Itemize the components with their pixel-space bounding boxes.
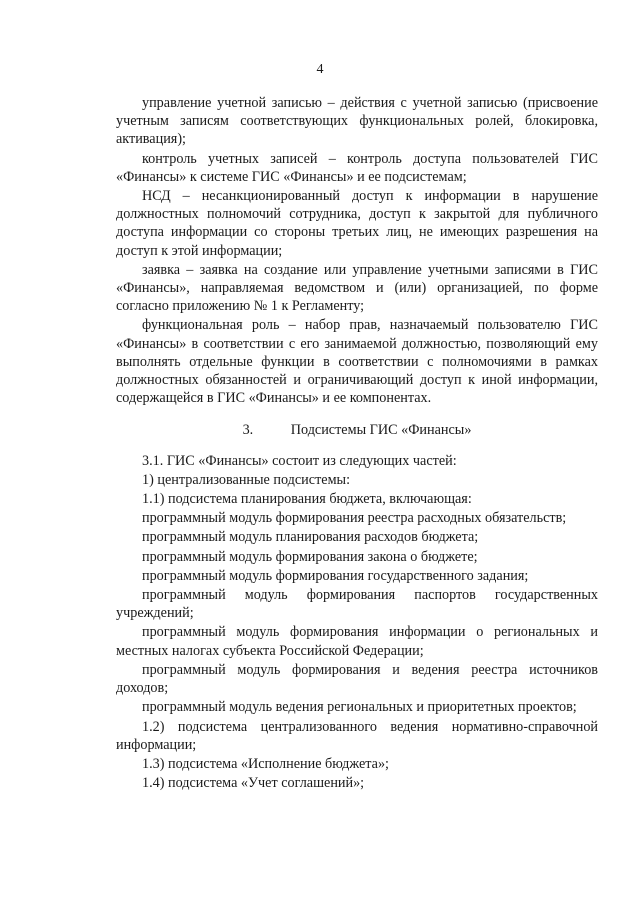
list-paragraph: программный модуль ведения региональных и приоритетных проектов; — [142, 699, 577, 716]
list-paragraph: 1.2) подсистема централизованного ведения нормативно-справочной информации; — [116, 718, 598, 753]
list-paragraph: 1) централизованные подсистемы: — [142, 471, 351, 488]
definition-paragraph: управление учетной записью – действия с учетной записью (присвоение учетным записям соответствующих функциональных ролей, блокировка, активация); — [116, 95, 598, 148]
list-paragraph: программный модуль формирования паспортов государственных учреждений; — [116, 587, 598, 622]
list-paragraph: программный модуль формирования информации о региональных и местных налогах субъекта Российской Федерации; — [116, 624, 598, 659]
section-number: 3. — [242, 422, 254, 439]
list-paragraph: программный модуль планирования расходов бюджета; — [142, 529, 479, 546]
list-paragraph: программный модуль формирования государственного задания; — [142, 567, 529, 584]
list-paragraph: 3.1. ГИС «Финансы» состоит из следующих частей: — [142, 452, 457, 469]
definition-paragraph: заявка – заявка на создание или управление учетными записями в ГИС «Финансы», направляемая ведомством и (или) организацией, по форме согласно приложению № 1 к Регламенту; — [116, 261, 598, 315]
list-paragraph: программный модуль формирования и ведения реестра источников доходов; — [116, 661, 598, 697]
list-paragraph: программный модуль формирования закона о бюджете; — [142, 548, 478, 565]
page-number: 4 — [316, 62, 324, 77]
definition-paragraph: контроль учетных записей – контроль доступа пользователей ГИС «Финансы» к системе ГИС «Финансы» и ее подсистемам; — [116, 150, 598, 185]
definition-paragraph: функциональная роль – набор прав, назначаемый пользователю ГИС «Финансы» в соответствии с его занимаемой должностью, позволяющий ему выполнять отдельные функции в соответствии с полномочиями в рамках должностных обязанностей и ограничивающий доступ к иной информации, содержащейся в ГИС «Финансы» и ее компонентах. — [116, 317, 598, 407]
section-title: Подсистемы ГИС «Финансы» — [290, 422, 472, 439]
list-paragraph: 1.4) подсистема «Учет соглашений»; — [142, 775, 365, 792]
section-heading — [116, 421, 598, 439]
definition-paragraph: НСД – несанкционированный доступ к информации в нарушение должностных полномочий сотрудника, доступ к закрытой для публичного доступа информации со стороны третьих лиц, не имеющих разрешения на доступ к этой информации; — [116, 188, 598, 259]
list-paragraph: программный модуль формирования реестра расходных обязательств; — [142, 510, 567, 527]
list-paragraph: 1.1) подсистема планирования бюджета, включающая: — [142, 491, 472, 508]
list-paragraph: 1.3) подсистема «Исполнение бюджета»; — [142, 755, 389, 772]
document-body — [116, 94, 598, 792]
